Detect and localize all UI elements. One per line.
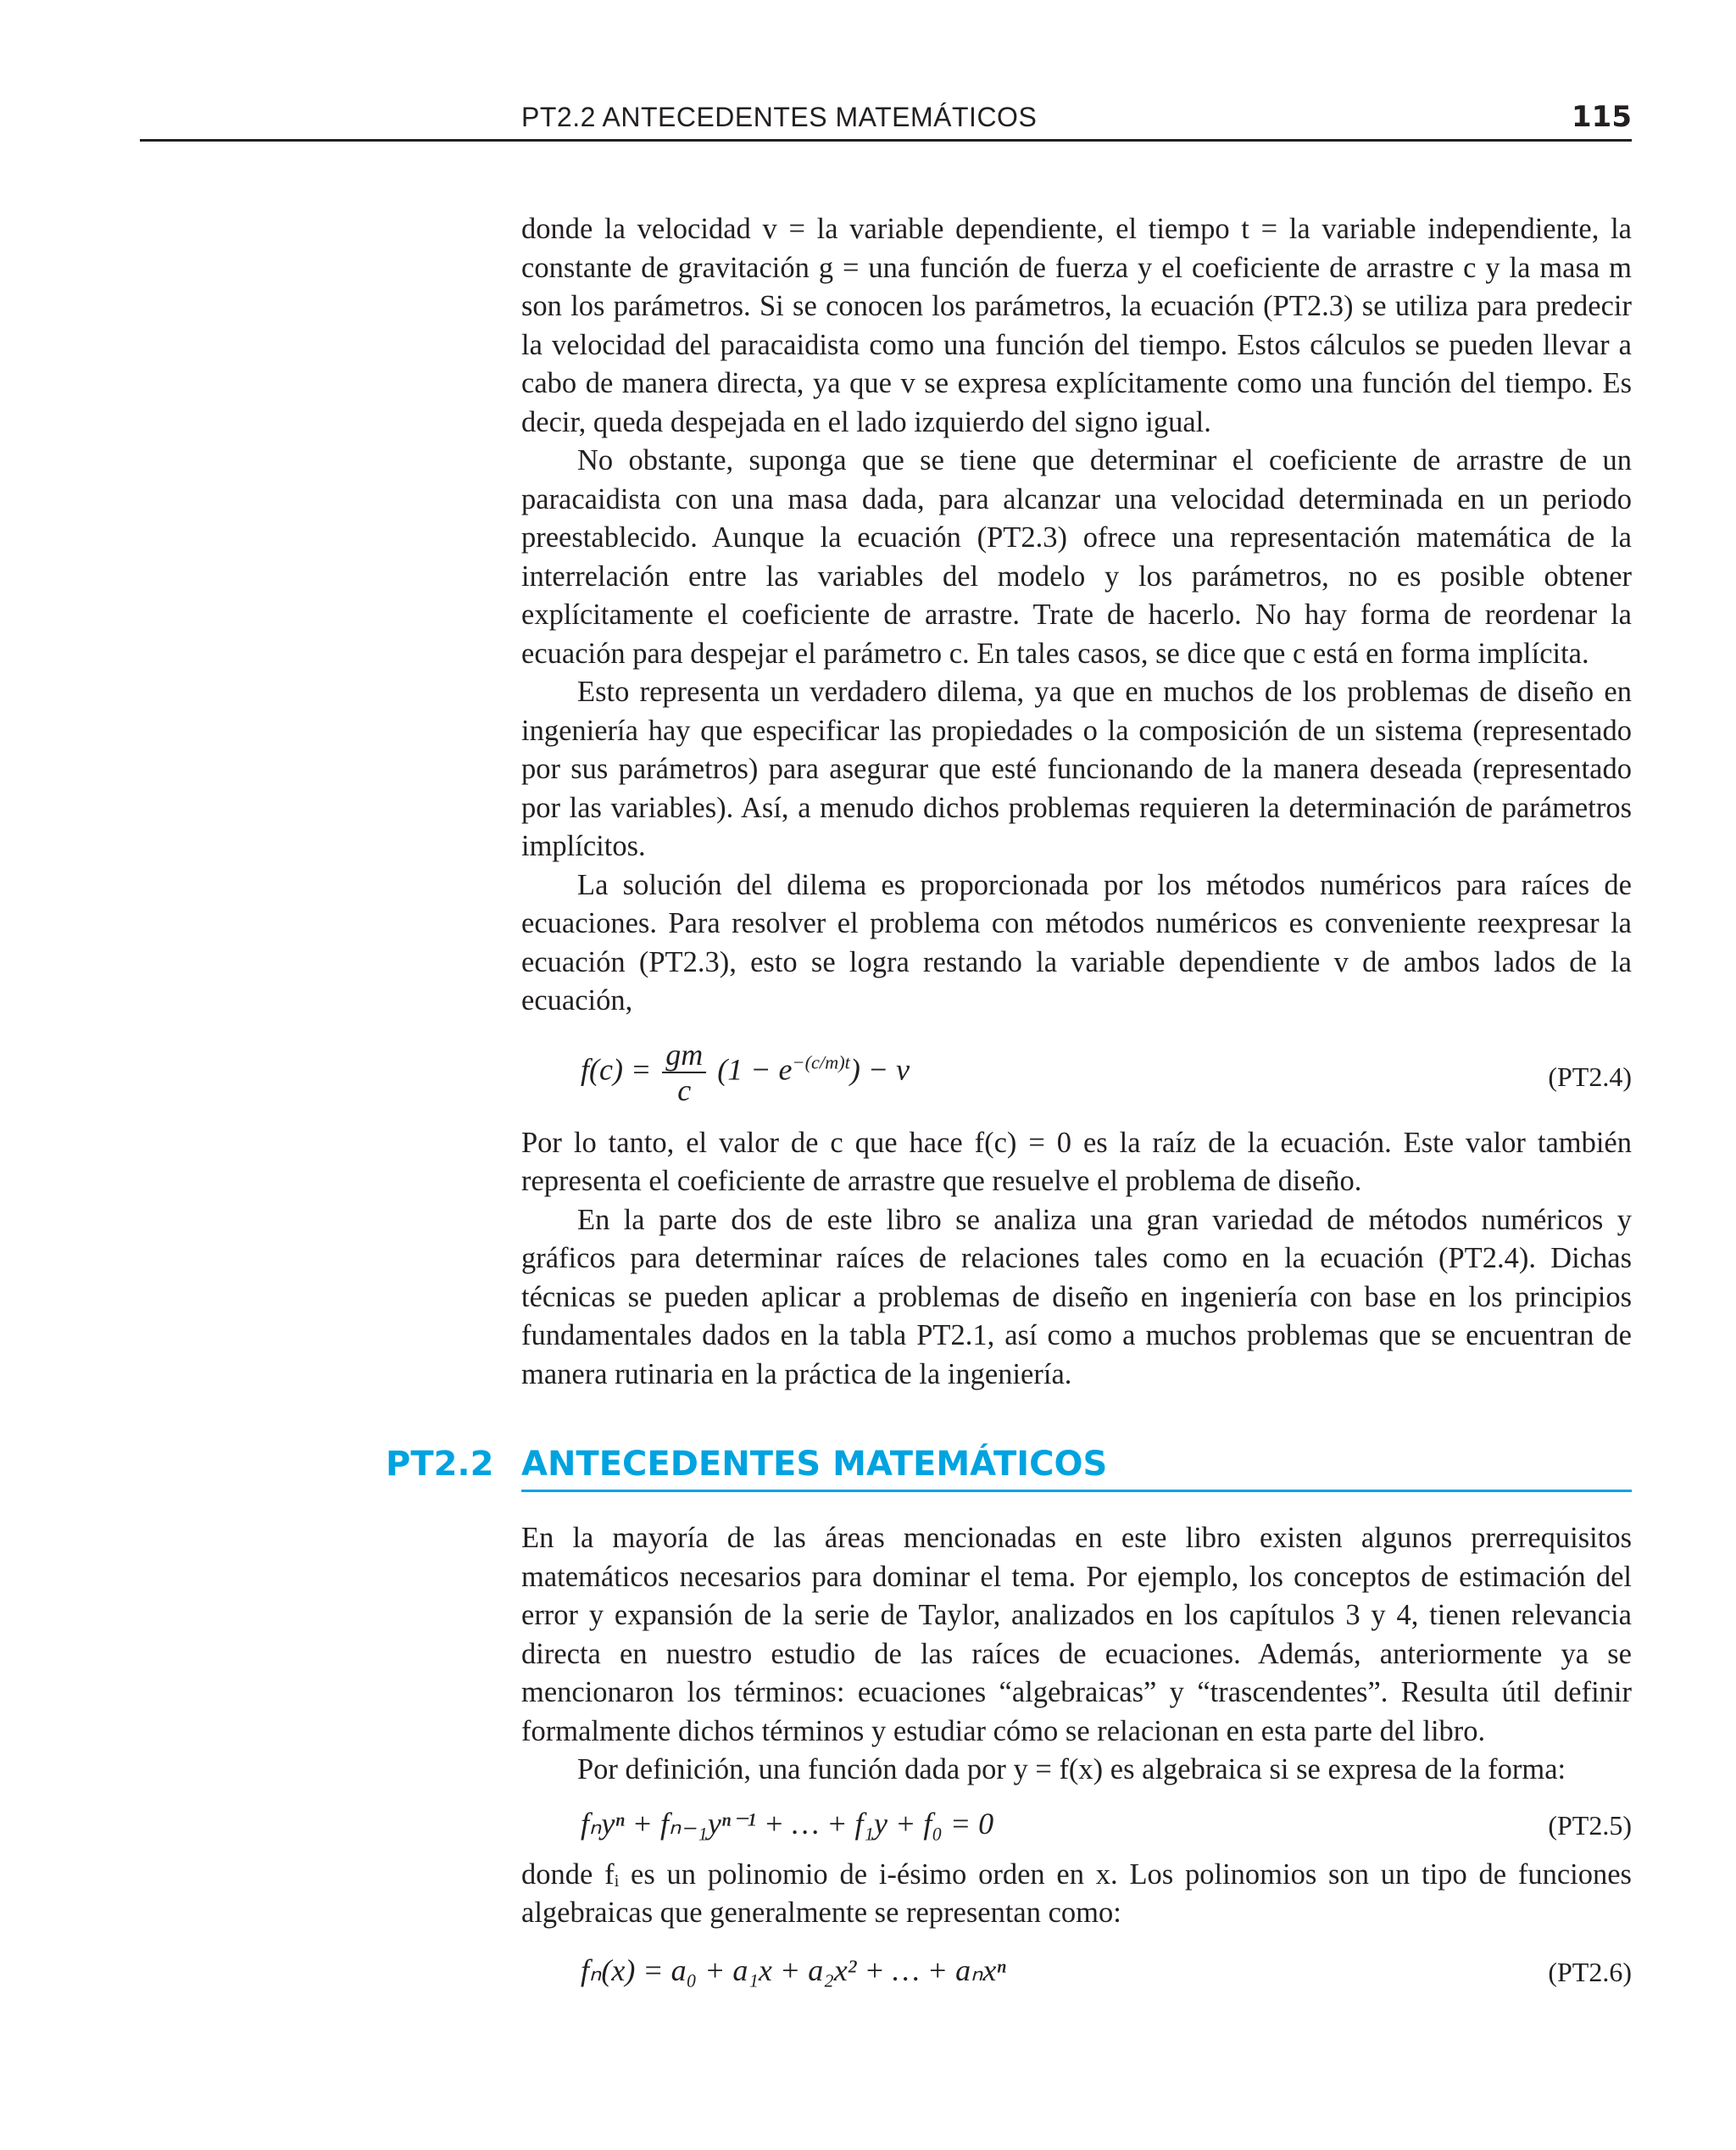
section-title: ANTECEDENTES MATEMÁTICOS (521, 1445, 1108, 1484)
section-number: PT2.2 (386, 1445, 494, 1484)
paragraph-6: En la parte dos de este libro se analiza una gran variedad de métodos numéricos y gráficos para determinar raíces de relaciones tales como en la ecuación (PT2.4). Dichas técnicas se pueden aplicar a problemas de diseño en ingeniería con base en los principios fundamentales dados en la tabla PT2.1, así como a muchos problemas que se encuentran de manera rutinaria en la práctica de la ingeniería. (521, 1203, 1632, 1390)
running-header-title: PT2.2 ANTECEDENTES MATEMÁTICOS (521, 102, 1038, 132)
eq-pt24-exponent: −(c/m)t (792, 1050, 850, 1072)
eq-pt26-expression: fₙ(x) = a₀ + a₁x + a₂x² + … + aₙxⁿ (581, 1952, 1006, 1987)
eq-pt26-label: (PT2.6) (1548, 1956, 1632, 1987)
paragraph-4: La solución del dilema es proporcionada por los métodos numéricos para raíces de ecuaciones. Para resolver el problema con métodos numéricos es conveniente reexpresar la ecuación (PT2.3), esto se logra restando la variable dependiente v de ambos lados de la ecuación, (521, 868, 1632, 1017)
section-rule (521, 1490, 1632, 1492)
eq-pt25-expression: fₙyⁿ + fₙ₋₁yⁿ⁻¹ + … + f₁y + f₀ = 0 (581, 1806, 994, 1841)
paragraph-5: Por lo tanto, el valor de c que hace f(c) = 0 es la raíz de la ecuación. Este valor también representa el coeficiente de arrastre que resuelve el problema de diseño. (521, 1126, 1632, 1197)
running-header (140, 98, 1632, 142)
eq-pt24-label: (PT2.4) (1548, 1061, 1632, 1092)
paragraph-9: donde fᵢ es un polinomio de i-ésimo orden en x. Los polinomios son un tipo de funciones algebraicas que generalmente se representan como: (521, 1858, 1632, 1929)
eq-pt25-label: (PT2.5) (1548, 1809, 1632, 1841)
eq-pt24-paren-open: (1 − e (717, 1051, 793, 1086)
body-section (521, 1519, 1632, 2001)
paragraph-8: Por definición, una función dada por y = f(x) es algebraica si se expresa de la forma: (577, 1753, 1566, 1785)
eq-pt24-paren-close: ) − v (849, 1051, 910, 1086)
equation-pt2-4 (521, 1033, 1632, 1117)
eq-pt24-fraction (662, 1038, 706, 1107)
paragraph-7: En la mayoría de las áreas mencionadas en este libro existen algunos prerrequisitos matemáticos necesarios para dominar el tema. Por ejemplo, los conceptos de estimación del error y expansión de la serie de Taylor, analizados en los capítulos 3 y 4, tienen relevancia directa en nuestro estudio de las raíces de ecuaciones. Además, anteriormente ya se mencionaron los términos: ecuaciones “algebraicas” y “trascendentes”. Resulta útil definir formalmente dichos términos y estudiar cómo se relacionan en esta parte del libro. (521, 1522, 1632, 1747)
page-number: 115 (1572, 100, 1632, 134)
eq-pt24-denominator: c (677, 1072, 692, 1107)
equation-pt2-6 (521, 1933, 1632, 2001)
section-heading (386, 1440, 1632, 1492)
equation-pt2-5 (521, 1790, 1632, 1856)
eq-pt24-numerator: gm (662, 1038, 706, 1073)
paragraph-2: No obstante, suponga que se tiene que determinar el coeficiente de arrastre de un paracaidista con una masa dada, para alcanzar una velocidad determinada en un periodo preestablecido. Aunque la ecuación (PT2.3) ofrece una representación matemática de la interrelación entre las variables del modelo y los parámetros, no es posible obtener explícitamente el coeficiente de arrastre. Trate de hacerlo. No hay forma de reordenar la ecuación para despejar el parámetro c. En tales casos, se dice que c está en forma implícita. (521, 444, 1632, 670)
eq-pt24-lhs: f(c) = (581, 1051, 652, 1086)
paragraph-1: donde la velocidad v = la variable dependiente, el tiempo t = la variable independiente, la constante de gravitación g = una función de fuerza y el coeficiente de arrastre c y la masa m son los parámetros. Si se conocen los parámetros, la ecuación (PT2.3) se utiliza para predecir la velocidad del paracaidista como una función del tiempo. Estos cálculos se pueden llevar a cabo de manera directa, ya que v se expresa explícitamente como una función del tiempo. Es decir, queda despejada en el lado izquierdo del signo igual. (521, 213, 1632, 438)
body-top (521, 210, 1632, 1394)
paragraph-3: Esto representa un verdadero dilema, ya que en muchos de los problemas de diseño en ingeniería hay que especificar las propiedades o la composición de un sistema (representado por sus parámetros) para asegurar que esté funcionando de la manera deseada (representado por las variables). Así, a menudo dichos problemas requieren la determinación de parámetros implícitos. (521, 676, 1632, 862)
